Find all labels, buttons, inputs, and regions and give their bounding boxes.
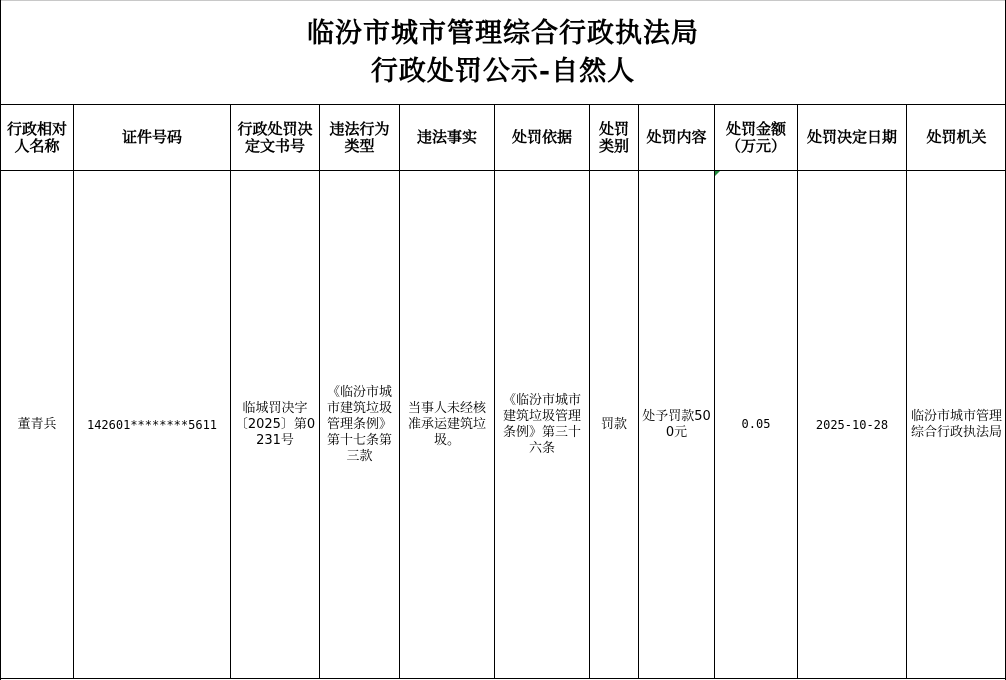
cell-content[interactable]: 处予罚款500元 [639, 171, 715, 679]
cell-party-name[interactable]: 董青兵 [1, 171, 74, 679]
header-doc-number[interactable]: 行政处罚决定文书号 [231, 105, 320, 171]
agency-title: 临汾市城市管理综合行政执法局 [307, 17, 699, 49]
cell-doc-number[interactable]: 临城罚决字〔2025〕第0231号 [231, 171, 320, 679]
notice-title: 行政处罚公示-自然人 [370, 55, 636, 87]
cell-basis[interactable]: 《临汾市城市建筑垃圾管理条例》第三十六条 [495, 171, 590, 679]
cell-date[interactable]: 2025-10-28 [798, 171, 907, 679]
cell-comment-marker [715, 171, 720, 176]
title-area [1, 0, 1005, 104]
cell-violation-type[interactable]: 《临汾市城市建筑垃圾管理条例》第十七条第三款 [320, 171, 400, 679]
cell-facts[interactable]: 当事人未经核准承运建筑垃圾。 [400, 171, 495, 679]
cell-amount[interactable] [715, 171, 798, 679]
header-category[interactable]: 处罚类别 [590, 105, 639, 171]
header-party-name[interactable]: 行政相对人名称 [1, 105, 74, 171]
cell-id-number[interactable]: 142601********5611 [74, 171, 231, 679]
cell-authority[interactable]: 临汾市城市管理综合行政执法局 [907, 171, 1006, 679]
header-basis[interactable]: 处罚依据 [495, 105, 590, 171]
header-row [1, 105, 1006, 171]
header-id-number[interactable]: 证件号码 [74, 105, 231, 171]
header-violation-type[interactable]: 违法行为类型 [320, 105, 400, 171]
cell-amount-value: 0.05 [741, 417, 771, 431]
header-authority[interactable]: 处罚机关 [907, 105, 1006, 171]
header-facts[interactable]: 违法事实 [400, 105, 495, 171]
header-date[interactable]: 处罚决定日期 [798, 105, 907, 171]
header-amount[interactable]: 处罚金额（万元） [715, 105, 798, 171]
header-content[interactable]: 处罚内容 [639, 105, 715, 171]
penalty-table [0, 104, 1006, 679]
table-row [1, 171, 1006, 679]
cell-category[interactable]: 罚款 [590, 171, 639, 679]
